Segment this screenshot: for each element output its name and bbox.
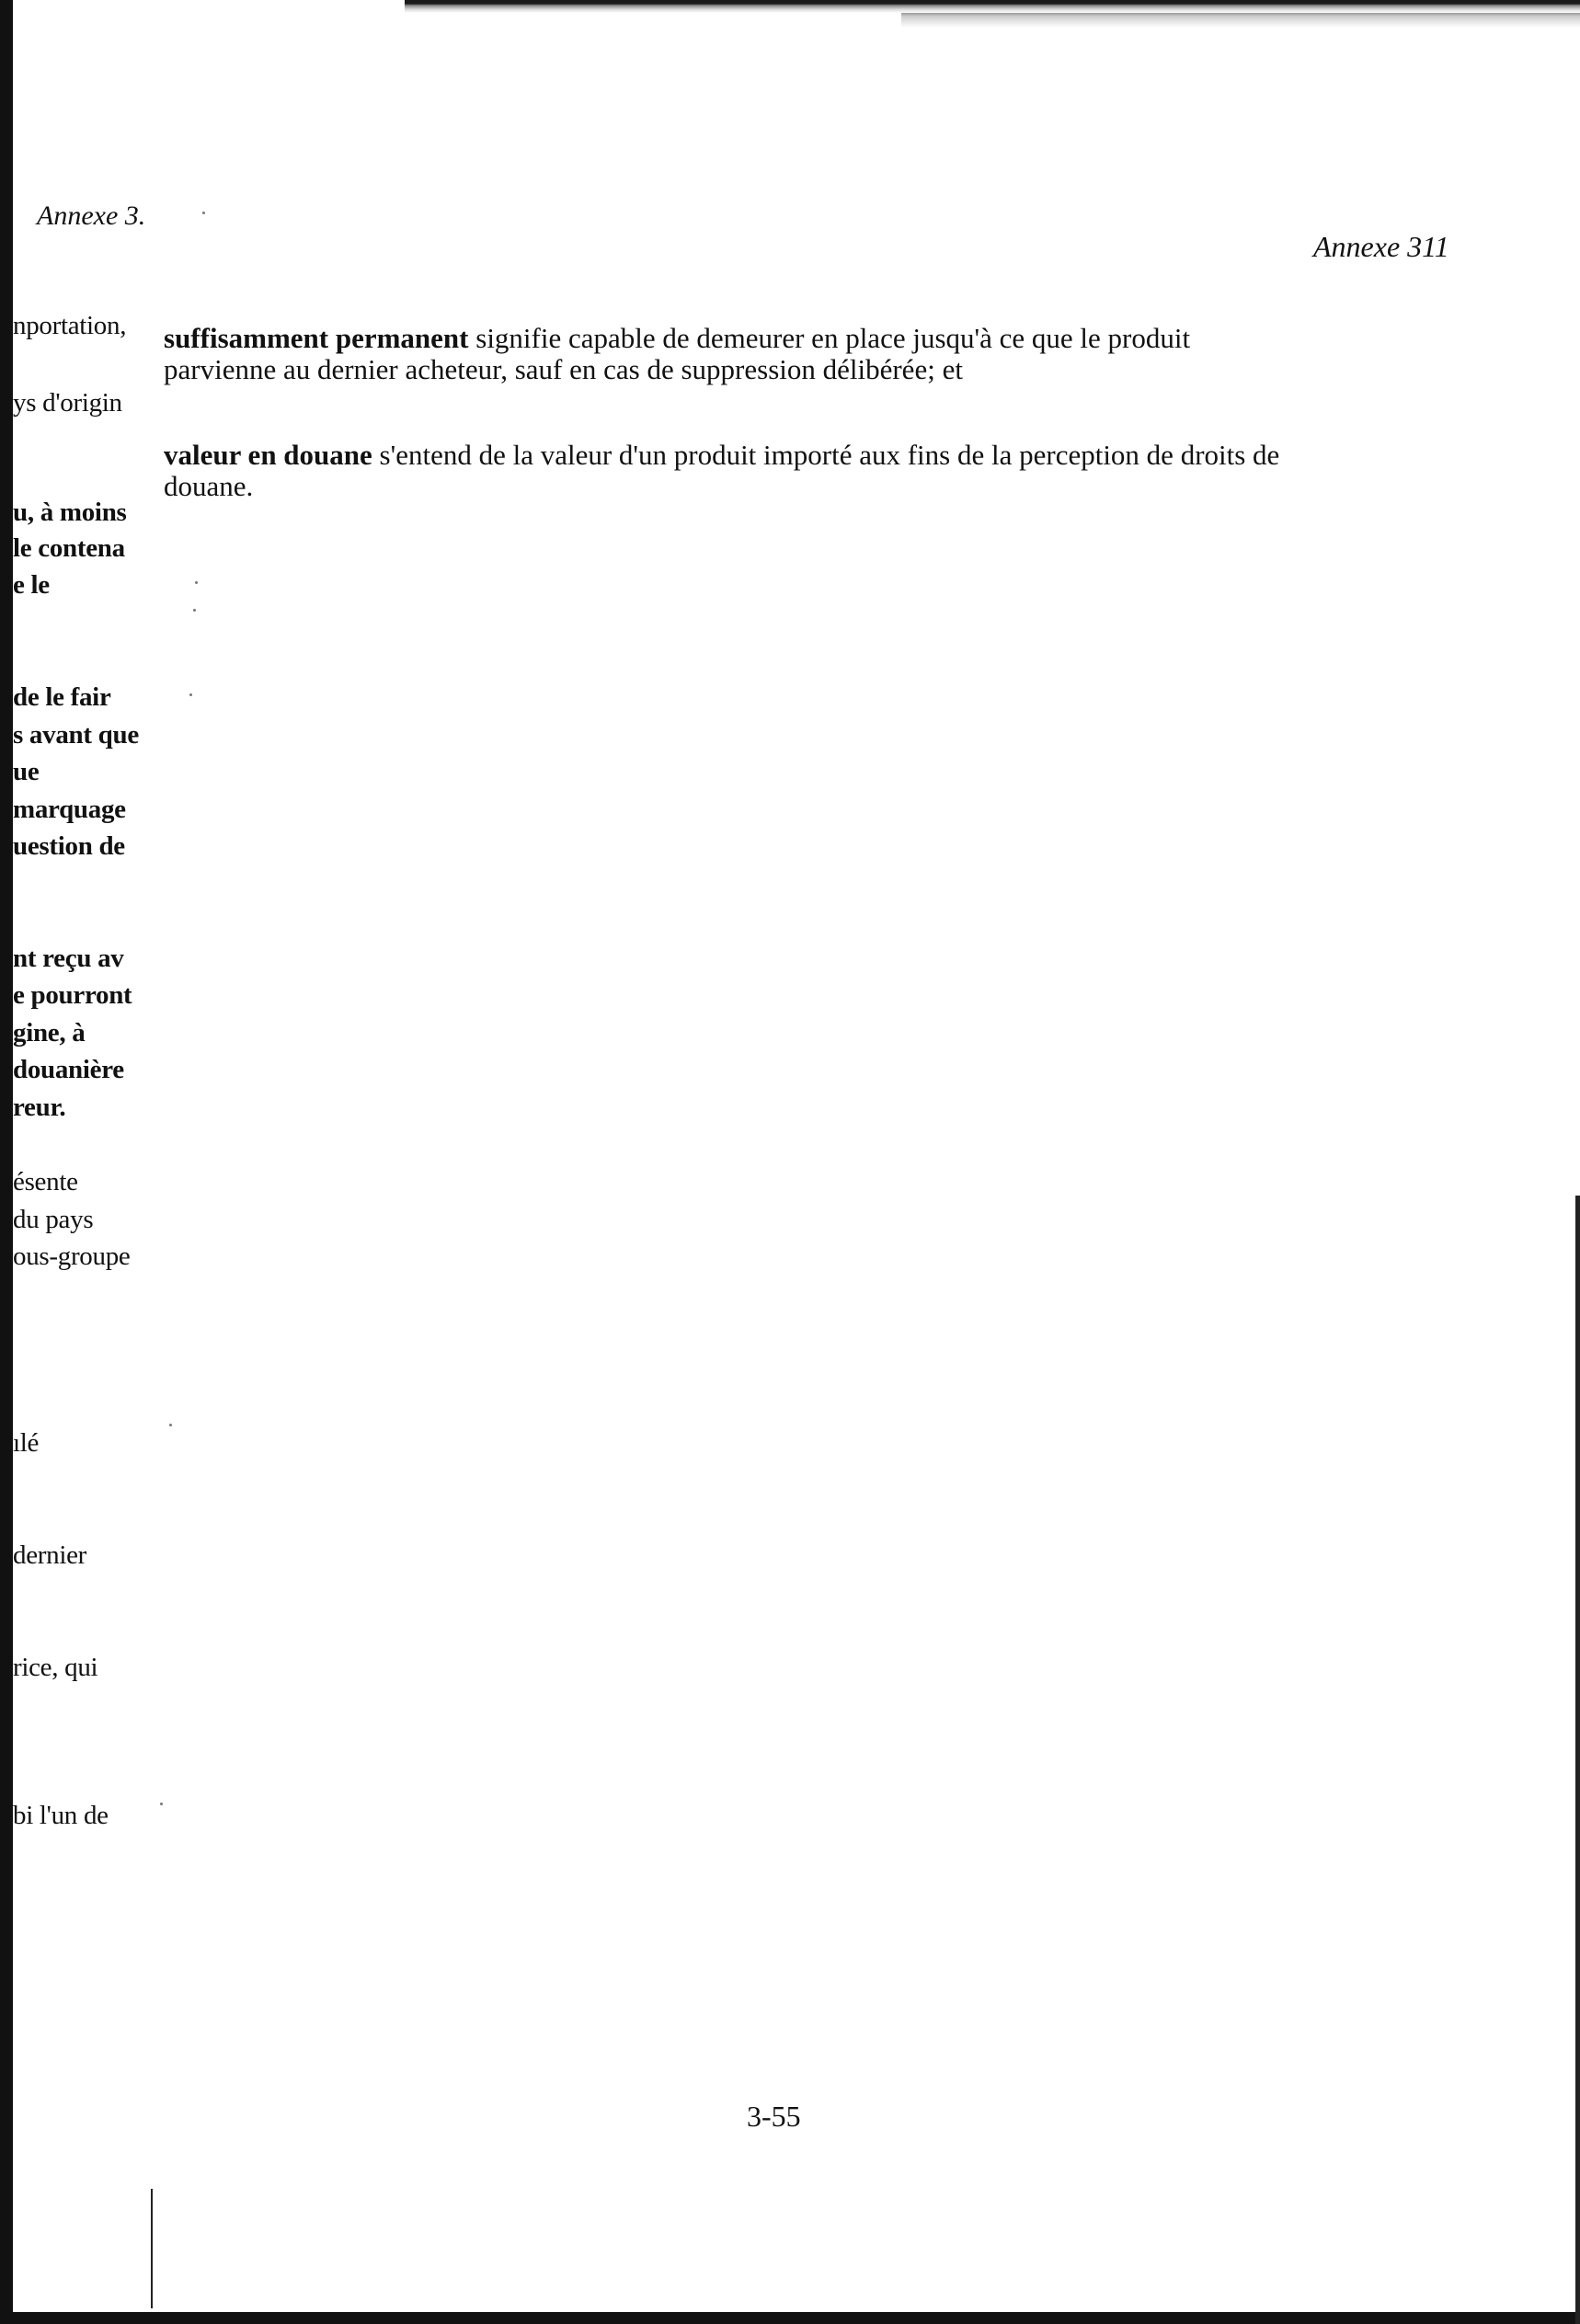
gutter-line — [151, 2189, 153, 2308]
left-fragment: e le — [13, 570, 50, 600]
left-fragment: nt reçu av — [13, 944, 124, 973]
left-fragment: de le fair — [13, 682, 111, 712]
defined-term: suffisamment permanent — [164, 322, 469, 354]
left-fragment: ous-groupe — [13, 1242, 131, 1271]
left-fragment: rice, qui — [13, 1653, 98, 1682]
scan-speck — [202, 212, 205, 214]
left-fragment: e pourront — [13, 980, 132, 1010]
left-fragment: gine, à — [13, 1018, 86, 1048]
left-fragment: le contena — [13, 533, 125, 563]
scan-speck — [193, 609, 196, 612]
definition-text: s'entend de la valeur d'un produit importé aux fins de la perception de droits de — [372, 439, 1280, 471]
left-fragment: dernier — [13, 1540, 87, 1570]
scan-edge-bottom — [0, 2312, 1580, 2324]
left-fragment: marquage — [13, 795, 126, 824]
left-fragment: bi l'un de — [13, 1801, 109, 1830]
running-header-left: Annexe 3. — [37, 200, 146, 231]
running-header-right: Annexe 311 — [1313, 230, 1449, 263]
scan-edge-top — [405, 0, 1580, 13]
left-fragment: douanière — [13, 1055, 124, 1084]
left-fragment: reur. — [13, 1093, 66, 1122]
definition-line — [164, 440, 1460, 471]
definition-suffisamment-permanent — [164, 323, 1460, 385]
left-fragment: uestion de — [13, 831, 125, 861]
scan-edge-shadow — [901, 13, 1580, 50]
left-fragment: du pays — [13, 1205, 94, 1234]
defined-term: valeur en douane — [164, 439, 372, 471]
scan-edge-right — [1575, 1196, 1580, 2324]
left-fragment: nportation, — [13, 311, 127, 340]
definition-line — [164, 323, 1460, 354]
page-number: 3-55 — [747, 2100, 801, 2133]
definition-valeur-en-douane — [164, 440, 1460, 502]
left-fragment: ys d'origin — [13, 388, 122, 418]
scan-speck — [189, 693, 192, 696]
definition-line: douane. — [164, 470, 254, 502]
scan-speck — [195, 581, 198, 584]
definition-text: signifie capable de demeurer en place jusqu'à ce que le produit — [468, 322, 1191, 354]
scan-speck — [160, 1803, 163, 1805]
definition-line: parvienne au dernier acheteur, sauf en cas de suppression délibérée; et — [164, 353, 963, 385]
scan-speck — [169, 1424, 172, 1426]
left-fragment: ılé — [13, 1428, 40, 1458]
left-fragment: s avant que — [13, 720, 139, 750]
scan-edge-left — [0, 0, 13, 2324]
left-fragment: ue — [13, 757, 40, 786]
left-fragment: u, à moins — [13, 498, 127, 527]
left-fragment: ésente — [13, 1167, 78, 1196]
